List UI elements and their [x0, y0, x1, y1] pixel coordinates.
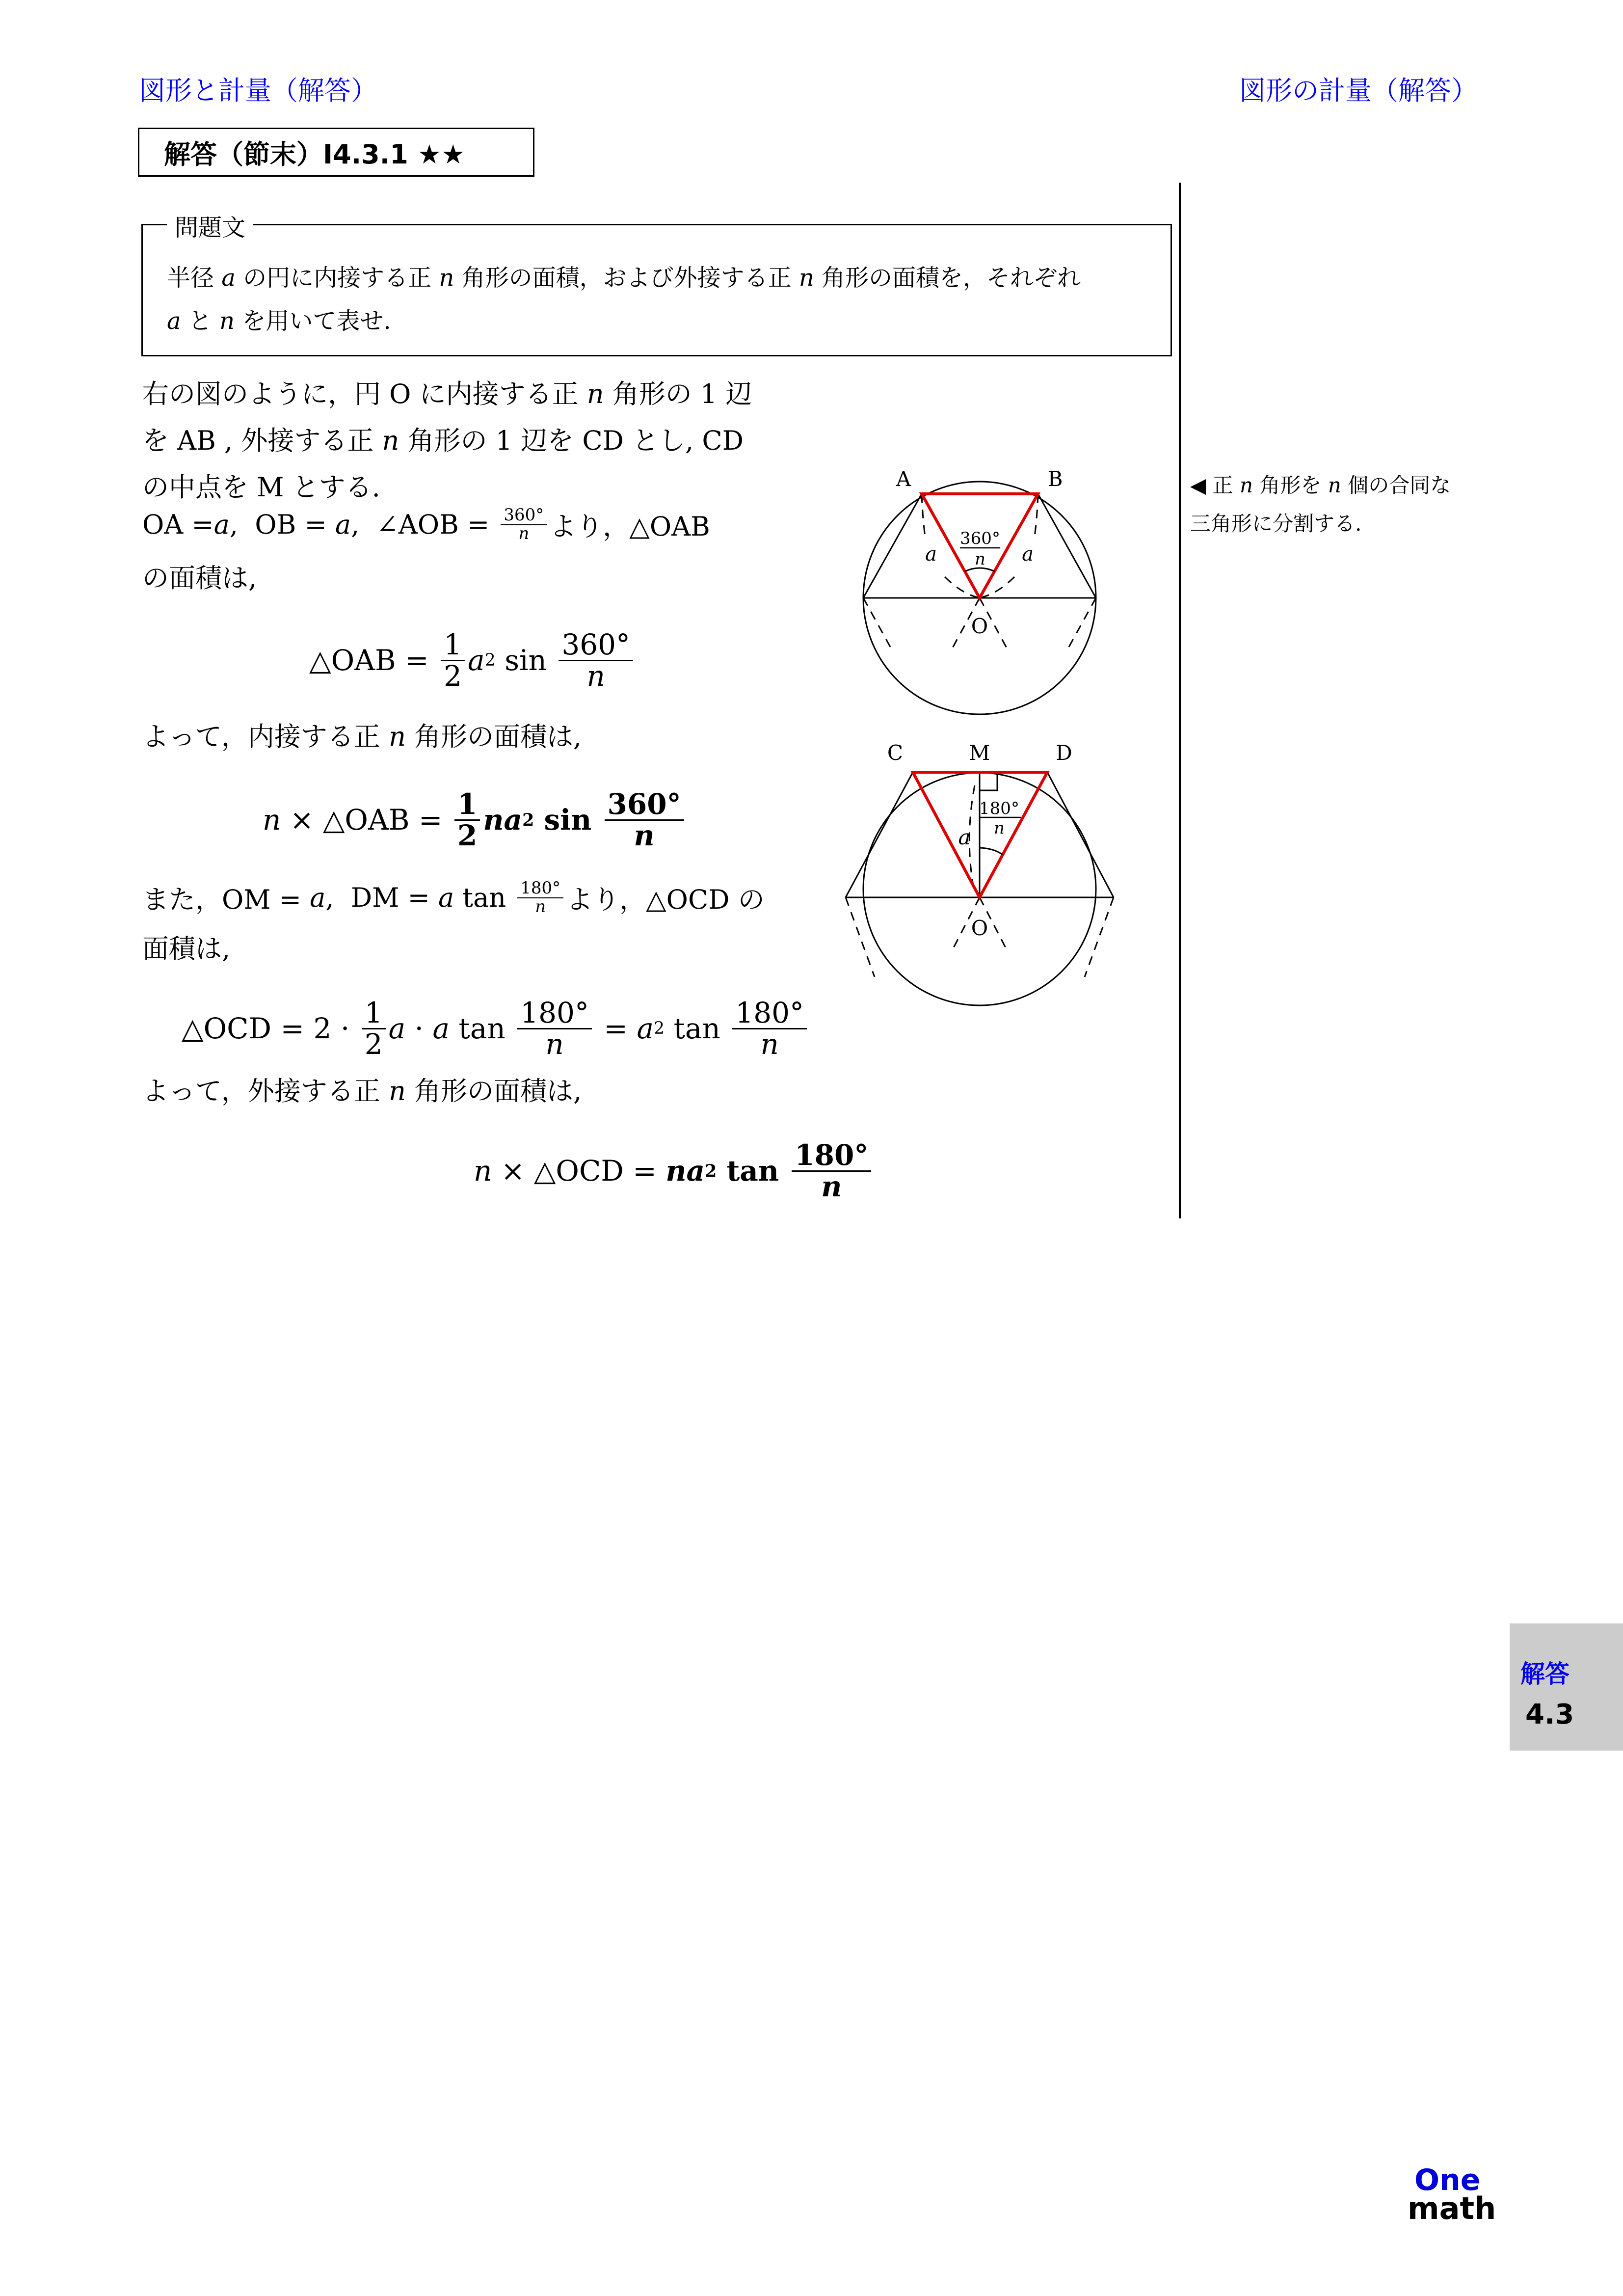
label-point-o: O — [971, 916, 988, 940]
text: 角形の 1 辺 — [604, 378, 752, 409]
problem-text-line2 — [167, 302, 391, 336]
text: ◀ 正 — [1190, 473, 1240, 497]
angle-arc — [980, 848, 1003, 855]
solution-p4-line1 — [142, 879, 765, 917]
header-left-title[interactable]: 図形と計量（解答） — [139, 75, 377, 106]
var-na: na — [483, 803, 523, 837]
header-right-title[interactable]: 図形の計量（解答） — [1239, 75, 1478, 106]
var-a: a — [432, 1012, 450, 1045]
equation-triangle-oab — [309, 623, 636, 697]
fraction-half — [362, 998, 386, 1059]
tan-fn: tan — [717, 1154, 789, 1188]
numerator: 1 — [362, 998, 386, 1029]
denominator: n — [760, 1027, 779, 1061]
dot: · — [405, 1012, 433, 1045]
var-n: n — [219, 307, 235, 335]
text: 角形の面積は, — [405, 721, 582, 752]
label-point-c: C — [887, 741, 904, 765]
tan-fn: tan — [665, 1012, 730, 1045]
sin-fn: sin — [534, 803, 602, 837]
fraction-half — [454, 789, 480, 851]
section-title: 解答（節末）I4.3.1 ★★ — [164, 138, 465, 170]
side-tab-label[interactable]: 解答 — [1520, 1660, 1570, 1688]
equation-inscribed-area — [263, 781, 687, 859]
equation-triangle-ocd — [182, 992, 810, 1065]
var-n: n — [474, 1154, 492, 1188]
logo-one-text: One — [1414, 2163, 1481, 2197]
fraction-angle — [559, 627, 633, 693]
figure-inscribed-polygon — [834, 457, 1119, 722]
numerator: 1 — [441, 630, 465, 661]
margin-note-line2: 三角形に分割する. — [1190, 512, 1362, 536]
text: の円に内接する正 — [235, 264, 439, 292]
label-point-o: O — [971, 614, 988, 638]
denominator: n — [535, 896, 546, 917]
solution-p2-line1 — [142, 506, 710, 543]
numerator: 360° — [501, 507, 547, 525]
solution-p1-line2 — [142, 420, 744, 458]
polygon-edge-right — [1038, 494, 1096, 598]
var-n: n — [263, 803, 281, 837]
text: を AB , 外接する正 — [142, 425, 382, 456]
text: 角形の 1 辺を CD とし, CD — [399, 425, 744, 456]
text: より，△OCD の — [566, 884, 765, 915]
label-point-d: D — [1056, 741, 1072, 765]
var-a: a — [335, 509, 351, 540]
logo-math-text: math — [1408, 2190, 1496, 2226]
var-n: n — [382, 425, 399, 456]
text: と — [181, 307, 220, 335]
text: OA = — [142, 509, 214, 540]
fraction-angle — [605, 789, 684, 851]
label-point-m: M — [969, 741, 990, 765]
eq-lhs: △OCD = 2 · — [182, 1012, 359, 1045]
label-point-a: A — [896, 467, 911, 491]
margin-note — [1190, 466, 1451, 543]
right-angle-mark — [980, 773, 997, 790]
label-radius-a: a — [958, 825, 971, 849]
numerator: 180° — [732, 998, 807, 1029]
denominator: n — [634, 818, 655, 852]
problem-label: 問題文 — [167, 209, 253, 243]
text: 角形を — [1253, 473, 1328, 497]
section-title-box — [138, 128, 534, 177]
var-a: a — [213, 509, 230, 540]
var-n: n — [1240, 473, 1253, 497]
eq-lhs: × △OAB = — [281, 803, 452, 837]
polygon-edge-left — [863, 494, 922, 598]
margin-divider — [1179, 183, 1181, 1218]
numerator: 180° — [517, 998, 592, 1029]
margin-note-line1 — [1190, 466, 1451, 505]
fraction-angle — [792, 1140, 871, 1202]
var-a: a — [167, 307, 181, 335]
inscribed-area-result — [452, 789, 687, 851]
var-a: a — [221, 264, 236, 292]
fraction — [501, 507, 547, 542]
text: 角形の面積，および外接する正 — [454, 264, 799, 292]
solution-p2-line2: の面積は, — [142, 563, 257, 594]
label-angle-den: n — [975, 549, 985, 569]
fraction-angle — [732, 998, 807, 1059]
equals: = — [594, 1012, 637, 1045]
tan-fn: tan — [450, 1012, 515, 1045]
denominator: 2 — [457, 818, 478, 852]
text: 角形の面積を，それぞれ — [814, 264, 1081, 292]
label-side-a-left: a — [925, 543, 937, 566]
equation-circumscribed-area — [474, 1132, 874, 1210]
eq-lhs: × △OCD = — [492, 1154, 666, 1188]
polygon-edge-right — [1047, 772, 1114, 897]
label-angle-num: 360° — [960, 529, 1000, 548]
side-tab-number[interactable]: 4.3 — [1525, 1699, 1574, 1730]
exponent: 2 — [654, 1019, 665, 1038]
denominator: n — [518, 523, 530, 543]
text: 個の合同な — [1341, 473, 1451, 497]
numerator: 180° — [517, 880, 563, 898]
fraction-angle — [517, 998, 592, 1059]
exponent: 2 — [522, 810, 534, 830]
text: 角形の面積は, — [405, 1076, 582, 1107]
solution-p5 — [142, 1070, 582, 1108]
eq-lhs: △OAB = — [309, 644, 438, 677]
text: , ∠AOB = — [351, 509, 498, 540]
tan-fn: tan — [454, 882, 515, 913]
var-a: a — [468, 644, 485, 677]
circumscribed-area-result — [665, 1140, 874, 1202]
exponent: 2 — [484, 650, 496, 670]
exponent: 2 — [705, 1161, 717, 1181]
text: また，OM = — [142, 884, 310, 915]
var-n: n — [389, 721, 406, 752]
denominator: n — [821, 1169, 842, 1203]
numerator: 360° — [559, 630, 633, 661]
denominator: 2 — [444, 659, 462, 693]
label-angle-den: n — [994, 818, 1005, 838]
text: 右の図のように，円 O に内接する正 — [142, 378, 587, 409]
numerator: 360° — [605, 789, 684, 821]
var-a: a — [388, 1012, 406, 1045]
numerator: 180° — [792, 1140, 871, 1172]
text: 半径 — [167, 264, 222, 292]
problem-text-line1 — [167, 259, 1081, 293]
text: よって，外接する正 — [142, 1076, 389, 1107]
denominator: 2 — [364, 1027, 383, 1061]
solution-p1-line3: の中点を M とする. — [142, 472, 380, 503]
text: より，△OAB — [550, 511, 710, 542]
solution-p3 — [142, 716, 582, 754]
var-n: n — [1328, 473, 1341, 497]
label-side-a-right: a — [1022, 543, 1034, 566]
text: , OB = — [229, 509, 335, 540]
figure-circumscribed-polygon — [834, 734, 1124, 1024]
var-n: n — [798, 264, 814, 292]
var-n: n — [389, 1076, 406, 1107]
solution-p4-line2: 面積は, — [142, 933, 231, 964]
text: を用いて表せ. — [235, 307, 391, 335]
polygon-edge-left — [846, 772, 913, 897]
var-a: a — [438, 882, 454, 913]
fraction-half — [441, 627, 465, 693]
var-n: n — [439, 264, 454, 292]
var-n: n — [586, 378, 604, 409]
label-point-b: B — [1047, 467, 1063, 491]
text: よって，内接する正 — [142, 721, 389, 752]
numerator: 1 — [454, 789, 480, 821]
onemath-logo — [1408, 2163, 1496, 2226]
var-na: na — [665, 1154, 705, 1188]
denominator: n — [586, 659, 605, 693]
fraction — [517, 880, 563, 916]
var-a: a — [637, 1012, 654, 1045]
label-angle-num: 180° — [979, 799, 1019, 818]
var-a: a — [310, 882, 326, 913]
denominator: n — [545, 1027, 564, 1061]
sin-fn: sin — [495, 644, 556, 677]
solution-p1-line1 — [142, 373, 752, 411]
text: , DM = — [325, 882, 439, 913]
